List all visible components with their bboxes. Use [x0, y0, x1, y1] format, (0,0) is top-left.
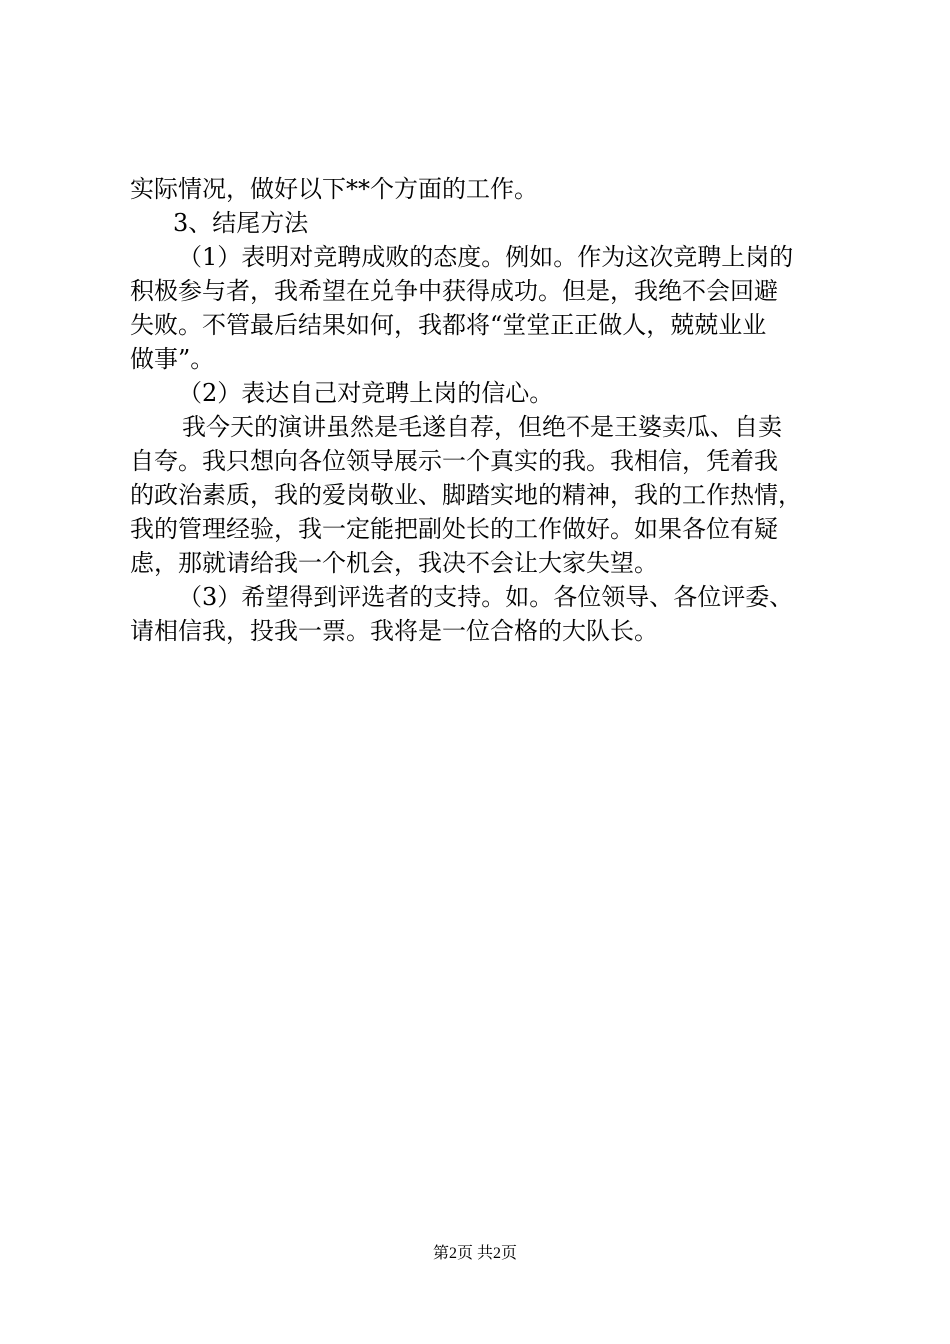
section-heading: 3、结尾方法	[173, 209, 309, 237]
paragraph-line: 我今天的演讲虽然是毛遂自荐，但绝不是王婆卖瓜、自卖	[182, 413, 782, 441]
paragraph-line: 虑，那就请给我一个机会，我决不会让大家失望。	[130, 549, 658, 577]
document-body	[130, 172, 830, 648]
page-footer: 第2页 共2页	[432, 1245, 517, 1262]
paragraph-line: 做事”。	[130, 345, 215, 373]
paragraph-line: （3）希望得到评选者的支持。如。各位领导、各位评委、	[178, 583, 794, 611]
paragraph-line: 积极参与者，我希望在兑争中获得成功。但是，我绝不会回避	[130, 277, 778, 305]
paragraph-line: 请相信我，投我一票。我将是一位合格的大队长。	[130, 617, 658, 645]
paragraph-line: 自夸。我只想向各位领导展示一个真实的我。我相信，凭着我	[130, 447, 778, 475]
paragraph-line: 失败。不管最后结果如何，我都将“堂堂正正做人，兢兢业业	[130, 311, 767, 339]
paragraph-line: （2）表达自己对竞聘上岗的信心。	[178, 379, 554, 407]
paragraph-line: 我的管理经验，我一定能把副处长的工作做好。如果各位有疑	[130, 515, 778, 543]
paragraph-line: 的政治素质，我的爱岗敬业、脚踏实地的精神，我的工作热情，	[130, 481, 802, 509]
paragraph-line: （1）表明对竞聘成败的态度。例如。作为这次竞聘上岗的	[178, 243, 794, 271]
paragraph-line: 实际情况，做好以下**个方面的工作。	[130, 175, 538, 203]
